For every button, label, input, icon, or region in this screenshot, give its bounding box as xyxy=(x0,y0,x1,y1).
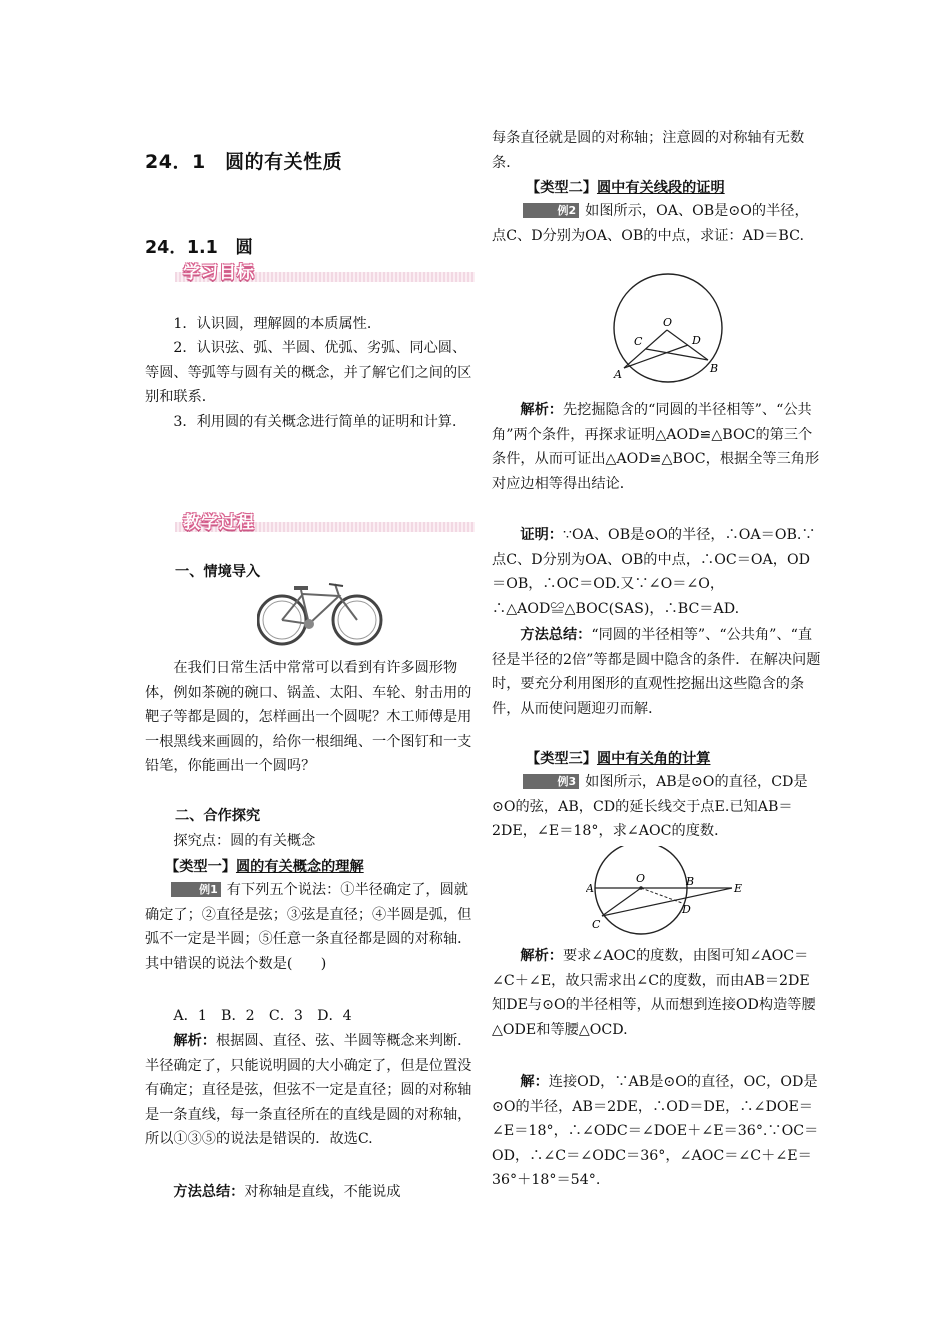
example1-analysis xyxy=(145,1029,475,1152)
example3-analysis xyxy=(492,944,822,1042)
summary-label: 方法总结： xyxy=(173,1184,245,1200)
label-C: C xyxy=(592,918,601,931)
example1-choices: A．1 B．2 C．3 D．4 xyxy=(173,1008,352,1024)
goal-1: 1．认识圆，理解圆的本质属性． xyxy=(173,316,382,332)
explore-point: 探究点：圆的有关概念 xyxy=(173,833,316,849)
example2-text: 如图所示，OA、OB是⊙O的半径，点C、D分别为OA、OB的中点，求证：AD＝BC. xyxy=(492,203,809,244)
heading-cooperation: 二、合作探究 xyxy=(175,808,261,824)
type2-tag: 【类型二】 xyxy=(526,180,597,196)
banner-process xyxy=(175,512,475,532)
label-D: D xyxy=(682,903,691,916)
type3-heading xyxy=(492,747,822,772)
analysis-label: 解析： xyxy=(173,1033,216,1049)
analysis-text: 要求∠AOC的度数，由图可知∠AOC＝∠C＋∠E，故只需求出∠C的度数，而由AB＝2DE知DE与⊙O的半径相等，从而想到连接OD构造等腰△ODE和等腰△OCD. xyxy=(492,948,816,1038)
example1-question xyxy=(145,878,475,976)
type3-title: 圆中有关角的计算 xyxy=(596,751,711,767)
example3-question xyxy=(492,770,822,844)
example3-figure xyxy=(586,846,756,936)
example1-badge: 例1 xyxy=(171,882,221,897)
example1-text: 有下列五个说法：①半径确定了，圆就确定了；②直径是弦；③弦是直径；④半圆是弧，但弧不一定是半圆；⑤任意一条直径都是圆的对称轴．其中错误的说法个数是( ) xyxy=(145,882,472,972)
banner-goals xyxy=(175,262,475,282)
bicycle-illustration xyxy=(257,580,383,648)
banner-process-text: 教学过程 xyxy=(183,513,255,533)
type2-heading xyxy=(492,176,822,201)
summary-text-left: 对称轴是直线，不能说成 xyxy=(244,1184,401,1200)
page-title: 24．1 圆的有关性质 xyxy=(145,151,343,173)
goal-2: 2．认识弦、弧、半圆、优弧、劣弧、同心圆、等圆、等弧等与圆有关的概念，并了解它们之间的区别和联系． xyxy=(145,340,472,406)
solution-text: 连接OD，∵AB是⊙O的直径，OC，OD是⊙O的半径，AB＝2DE，∴OD＝DE，∴∠DOE＝∠E＝18°，∴∠ODC＝∠DOE＋∠E＝36°.∵OC＝OD，∴∠C＝∠ODC＝36°，∠AOC＝∠C＋∠E＝36°＋18°＝54°. xyxy=(492,1074,819,1189)
heading-situation: 一、情境导入 xyxy=(175,564,261,580)
analysis-text: 根据圆、直径、弦、半圆等概念来判断．半径确定了，只能说明圆的大小确定了，但是位置没有确定；直径是弦，但弦不一定是直径；圆的对称轴是一条直线，每一条直径所在的直线是圆的对称轴，所以①③⑤的说法是错误的．故选C. xyxy=(145,1033,472,1148)
type2-title: 圆中有关线段的证明 xyxy=(596,180,725,196)
example3-solution xyxy=(492,1070,822,1193)
analysis-label: 解析： xyxy=(520,402,563,418)
label-C: C xyxy=(634,335,643,348)
label-D: D xyxy=(692,334,701,347)
section-subtitle: 24．1.1 圆 xyxy=(145,238,253,258)
intro-paragraph: 在我们日常生活中常常可以看到有许多圆形物体，例如茶碗的碗口、锅盖、太阳、车轮、射击用的靶子等都是圆的，怎样画出一个圆呢？木工师傅是用一根黑线来画圆的，给你一根细绳、一个图钉和一支铅笔，你能画出一个圆吗？ xyxy=(145,660,472,775)
example1-summary xyxy=(145,1180,475,1205)
example3-badge: 例3 xyxy=(523,774,579,789)
summary-label: 方法总结： xyxy=(520,627,592,643)
analysis-text: 先挖掘隐含的“同圆的半径相等”、“公共角”两个条件，再探求证明△AOD≌△BOC的第三个条件，从而可证出△AOD≌△BOC，根据全等三角形对应边相等得出结论． xyxy=(492,402,820,492)
label-O: O xyxy=(663,316,673,329)
label-O: O xyxy=(636,872,646,885)
solution-label: 解： xyxy=(520,1074,549,1090)
example2-figure xyxy=(612,272,724,384)
label-A: A xyxy=(614,368,622,381)
proof-label: 证明： xyxy=(520,527,563,543)
example2-proof xyxy=(492,523,822,621)
label-A: A xyxy=(586,882,594,895)
example2-summary xyxy=(492,623,822,721)
type1-tag: 【类型一】 xyxy=(165,859,236,875)
label-B: B xyxy=(710,362,719,375)
label-B: B xyxy=(686,875,695,888)
analysis-label: 解析： xyxy=(520,948,563,964)
example2-analysis xyxy=(492,398,822,496)
type1-title: 圆的有关概念的理解 xyxy=(235,859,364,875)
proof-text: ∵OA、OB是⊙O的半径，∴OA＝OB.∵点C、D分别为OA、OB的中点，∴OC＝OA，OD＝OB，∴OC＝OD.又∵∠O＝∠O，∴△AOD≌△BOC(SAS)，∴BC＝AD. xyxy=(492,527,816,617)
example3-text: 如图所示，AB是⊙O的直径，CD是⊙O的弦，AB，CD的延长线交于点E.已知AB＝2DE，∠E＝18°，求∠AOC的度数． xyxy=(492,774,808,840)
label-E: E xyxy=(734,882,743,895)
example1-summary-continued: 每条直径就是圆的对称轴；注意圆的对称轴有无数条． xyxy=(492,130,805,171)
summary-text: “同圆的半径相等”、“公共角”、“直径是半径的2倍”等都是圆中隐含的条件．在解决问题时，要充分利用图形的直观性挖掘出这些隐含的条件，从而使问题迎刃而解． xyxy=(492,627,821,717)
type3-tag: 【类型三】 xyxy=(526,751,597,767)
example2-badge: 例2 xyxy=(523,203,579,218)
banner-goals-text: 学习目标 xyxy=(183,263,255,283)
example2-question xyxy=(492,199,822,248)
goal-3: 3．利用圆的有关概念进行简单的证明和计算． xyxy=(173,414,467,430)
type1-heading xyxy=(145,855,475,880)
